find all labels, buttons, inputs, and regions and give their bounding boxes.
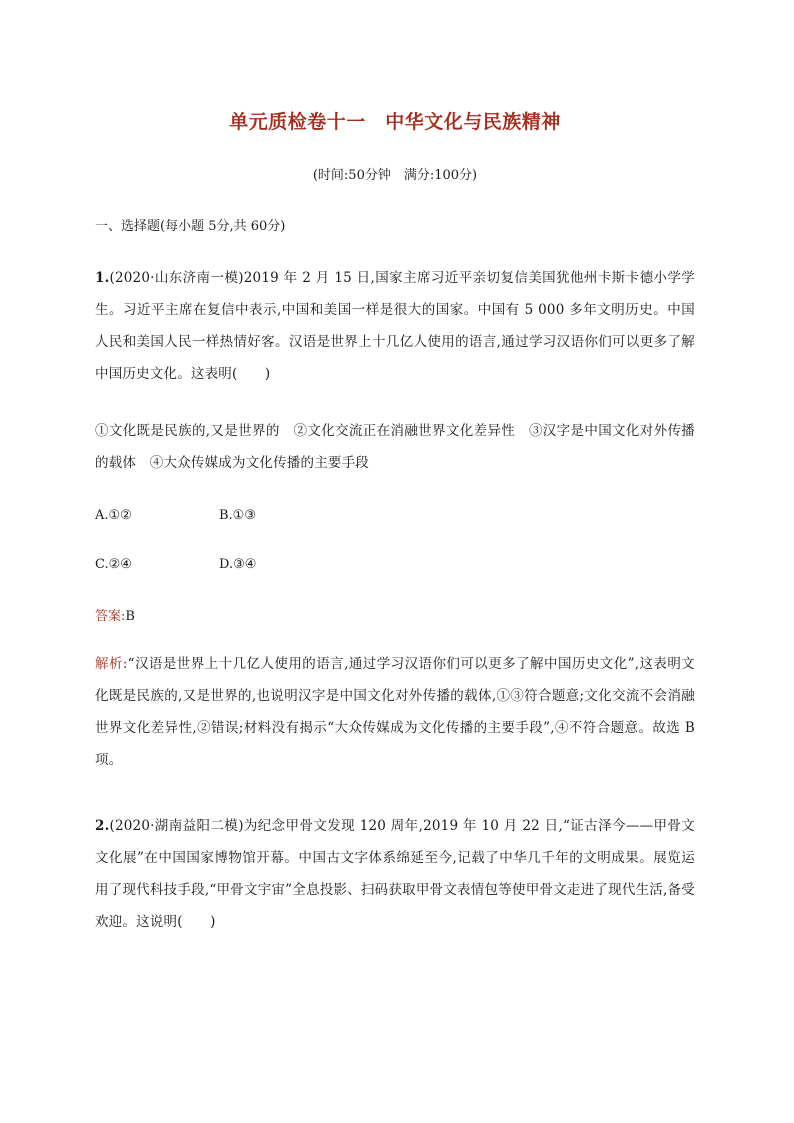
- section-heading: 一、选择题(每小题 5分,共 60分): [95, 219, 286, 234]
- question-1-statements: ①文化既是民族的,又是世界的 ②文化交流正在消融世界文化差异性 ③汉字是中国文化对外传播的载体 ④大众传媒成为文化传播的主要手段: [95, 423, 695, 471]
- question-2-number: 2.: [95, 818, 110, 834]
- analysis-text: “汉语是世界上十几亿人使用的语言,通过学习汉语你们可以更多了解中国历史文化”,这表明文化既是民族的,又是世界的,也说明汉字是中国文化对外传播的载体,①③符合题意;文化交流不会消融世界文化差异性,②错误;材料没有揭示“大众传媒成为文化传播的主要手段”,④不符合题意。故选 B 项。: [95, 656, 696, 768]
- answer-value: B: [125, 609, 135, 624]
- analysis-block: [95, 648, 695, 776]
- exam-time-info: (时间:50分钟 满分:100分): [312, 168, 478, 183]
- question-2-text: (2020·湖南益阳二模)为纪念甲骨文发现 120 周年,2019 年 10 月 22 日,“证古泽今——甲骨文文化展”在中国国家博物馆开幕。中国古文字体系绵延至今,记载了中华几千年的文明成果。展览运用了现代科技手段,“甲骨文宇宙”全息投影、扫码获取甲骨文表情包等使甲骨文走进了现代生活,备受欢迎。这说明( ): [95, 818, 695, 930]
- option-a: A.①②: [95, 508, 132, 523]
- answer-line: [95, 605, 135, 624]
- option-b: B.①③: [219, 508, 256, 523]
- answer-label: 答案:: [95, 609, 126, 624]
- document-page: [95, 0, 695, 1123]
- question-1-text: (2020·山东济南一模)2019 年 2 月 15 日,国家主席习近平亲切复信美国犹他州卡斯卡德小学学生。习近平主席在复信中表示,中国和美国一样是很大的国家。中国有 5 000 多年文明历史。中国人民和美国人民一样热情好客。汉语是世界上十几亿人使用的语言,通过学习汉语你们可以更多了解中国历史文化。这表明( ): [95, 270, 695, 382]
- question-1: [95, 262, 695, 390]
- page-title: 单元质检卷十一 中华文化与民族精神: [229, 111, 561, 133]
- question-2: [95, 810, 695, 938]
- option-c: C.②④: [95, 557, 132, 572]
- question-1-number: 1.: [95, 270, 110, 286]
- option-d: D.③④: [219, 557, 257, 572]
- analysis-label: 解析:: [95, 656, 128, 672]
